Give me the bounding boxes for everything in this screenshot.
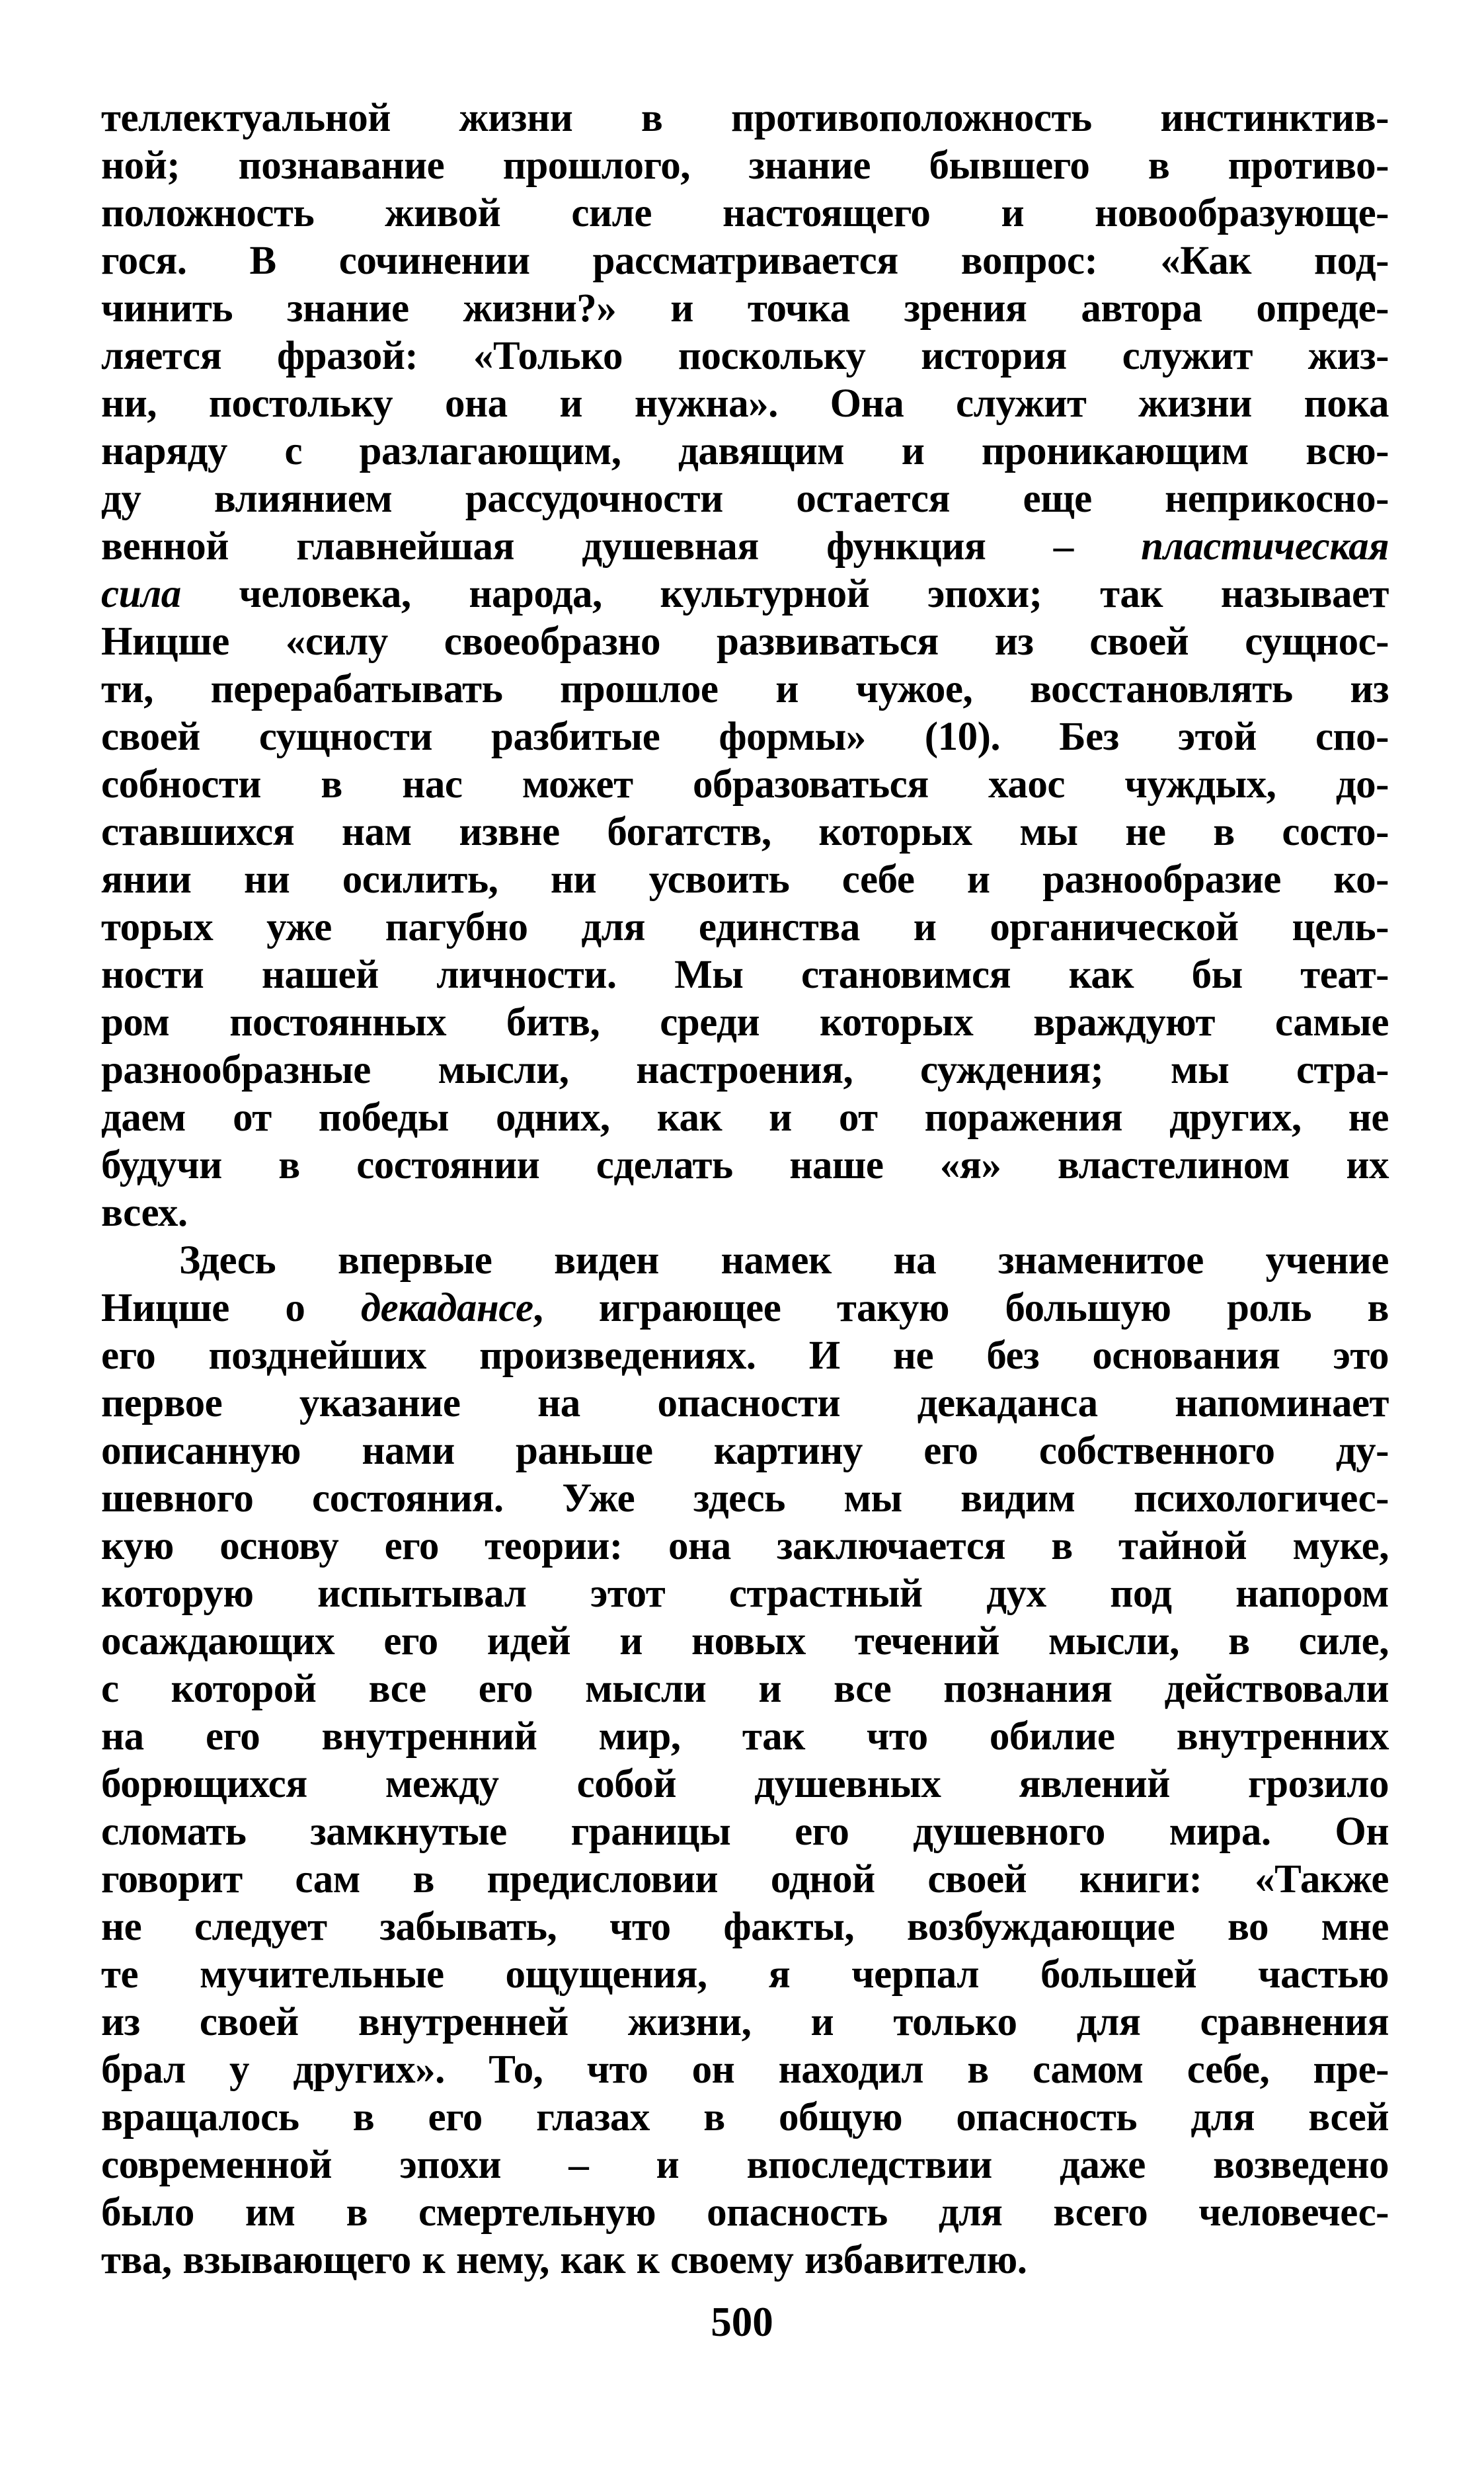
text-line [101, 571, 1389, 618]
text-line: ром постоянных битв, среди которых враждуют самые [101, 1000, 1389, 1045]
text-line: было им в смертельную опасность для всего человечес- [101, 2190, 1389, 2235]
text-line: не следует забывать, что факты, возбуждающие во мне [101, 1905, 1389, 1949]
text-line: ставшихся нам извне богатств, которых мы не в состо- [101, 810, 1389, 854]
text-line: те мучительные ощущения, я черпал большей частью [101, 1952, 1389, 1997]
paragraph [101, 95, 1389, 1237]
text-line: теллектуальной жизни в противоположность инстинктив- [101, 96, 1389, 140]
text-line: кую основу его теории: она заключается в тайной муке, [101, 1524, 1389, 1568]
page-number: 500 [711, 2299, 773, 2345]
text-line: янии ни осилить, ни усвоить себе и разнообразие ко- [101, 858, 1389, 902]
text-line: его позднейших произведениях. И не без основания это [101, 1334, 1389, 1378]
text-line: тва, взывающего к нему, как к своему избавителю. [101, 2238, 1027, 2282]
text-line: Ницше «силу своеобразно развиваться из своей сущнос- [101, 619, 1389, 664]
text-line: своей сущности разбитые формы» (10). Без этой спо- [101, 715, 1389, 759]
text-line: сломать замкнутые границы его душевного мира. Он [101, 1810, 1389, 1854]
text-line: всех. [101, 1191, 188, 1235]
text-line: ляется фразой: «Только поскольку история служит жиз- [101, 334, 1389, 378]
text-segment: , играющее такую большую роль в [533, 1286, 1389, 1330]
italic-term: декадансе [360, 1286, 533, 1330]
text-line: на его внутренний мир, так что обилие внутренних [101, 1714, 1389, 1759]
text-line: с которой все его мысли и все познания действовали [101, 1667, 1389, 1711]
text-segment: человека, народа, культурной эпохи; так называет [180, 572, 1389, 616]
text-line [101, 1285, 1389, 1332]
text-line: первое указание на опасности декаданса напоминает [101, 1381, 1389, 1425]
text-line: ду влиянием рассудочности остается еще неприкосно- [101, 477, 1389, 521]
text-line: современной эпохи – и впоследствии даже возведено [101, 2143, 1389, 2187]
text-line: брал у других». То, что он находил в самом себе, пре- [101, 2048, 1389, 2092]
text-line: говорит сам в предисловии одной своей книги: «Также [101, 1857, 1389, 1901]
text-line: осаждающих его идей и новых течений мысли, в силе, [101, 1619, 1389, 1663]
text-line: ной; познавание прошлого, знание бывшего в противо- [101, 143, 1389, 188]
text-line: даем от победы одних, как и от поражения других, не [101, 1096, 1389, 1140]
text-line: ти, перерабатывать прошлое и чужое, восстановлять из [101, 667, 1389, 711]
text-line: вращалось в его глазах в общую опасность для всей [101, 2095, 1389, 2139]
text-line: которую испытывал этот страстный дух под напором [101, 1572, 1389, 1616]
text-line: чинить знание жизни?» и точка зрения автора опреде- [101, 286, 1389, 331]
text-segment: венной главнейшая душевная функция – [101, 524, 1142, 569]
text-line: торых уже пагубно для единства и органической цель- [101, 905, 1389, 949]
text-line: шевного состояния. Уже здесь мы видим психологичес- [101, 1476, 1389, 1521]
text-line: будучи в состоянии сделать наше «я» властелином их [101, 1143, 1389, 1187]
text-segment: Ницше о [101, 1286, 361, 1330]
text-line: из своей внутренней жизни, и только для сравнения [101, 2000, 1389, 2044]
text-line: ни, постольку она и нужна». Она служит жизни пока [101, 381, 1389, 426]
paragraph [101, 1237, 1389, 2284]
text-line: положность живой силе настоящего и новообразующе- [101, 191, 1389, 235]
text-line: собности в нас может образоваться хаос чуждых, до- [101, 762, 1389, 807]
text-line: борющихся между собой душевных явлений грозило [101, 1762, 1389, 1806]
text-line [101, 523, 1389, 571]
text-line: наряду с разлагающим, давящим и проникающим всю- [101, 429, 1389, 473]
text-line: описанную нами раньше картину его собственного ду- [101, 1429, 1389, 1473]
italic-term: сила [101, 572, 181, 616]
text-line: ности нашей личности. Мы становимся как бы теат- [101, 953, 1389, 997]
text-line: гося. В сочинении рассматривается вопрос: «Как под- [101, 239, 1389, 283]
body-text [101, 95, 1389, 2284]
italic-term: пластическая [1141, 524, 1389, 569]
text-line: Здесь впервые виден намек на знаменитое учение [179, 1238, 1389, 1283]
text-line: разнообразные мысли, настроения, суждения; мы стра- [101, 1048, 1389, 1092]
